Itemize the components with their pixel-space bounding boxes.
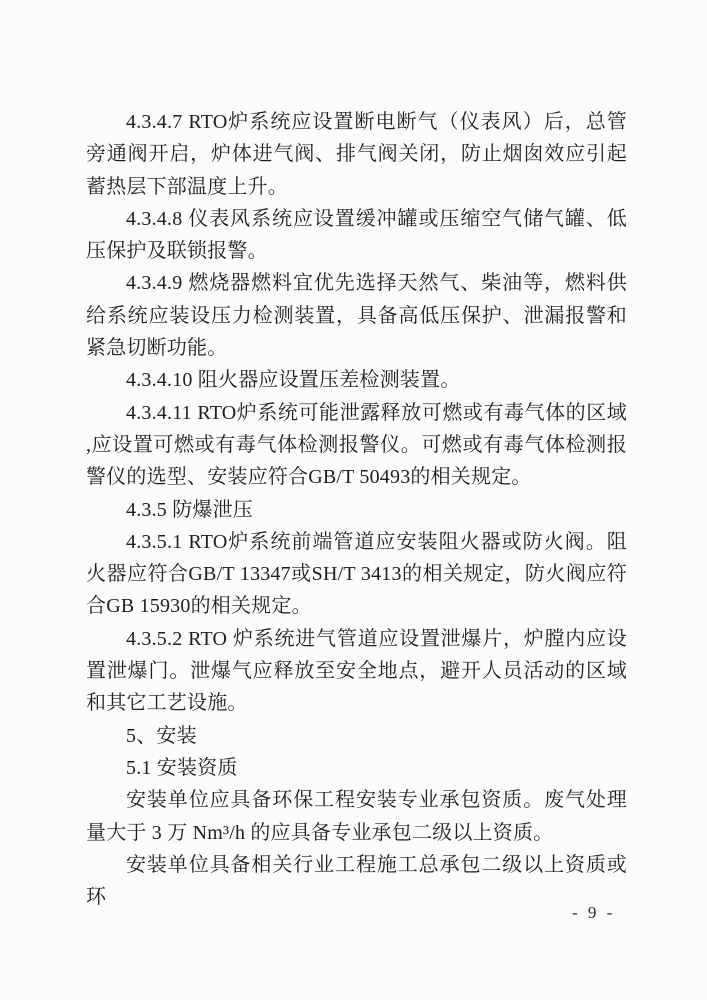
paragraph-install-qualification-cont: 安装单位具备相关行业工程施工总承包二级以上资质或环 <box>86 853 627 909</box>
clause-4-3-4-7: 4.3.4.7 RTO炉系统应设置断电断气（仪表风）后，总管旁通阀开启，炉体进气阀、排气阀关闭，防止烟囱效应引起蓄热层下部温度上升。 <box>86 111 627 198</box>
section-heading-5-1: 5.1 安装资质 <box>126 756 238 779</box>
section-heading-5: 5、安装 <box>126 724 197 747</box>
clause-4-3-4-8: 4.3.4.8 仪表风系统应设置缓冲罐或压缩空气储气罐、低压保护及联锁报警。 <box>86 207 627 263</box>
paragraph-install-qualification: 安装单位应具备环保工程安装专业承包资质。废气处理量大于 3 万 Nm³/h 的应具备专业承包二级以上资质。 <box>86 789 627 844</box>
page-number: - 9 - <box>572 903 616 922</box>
clause-4-3-4-11: 4.3.4.11 RTO炉系统可能泄露释放可燃或有毒气体的区域 ,应设置可燃或有毒气体检测报警仪。可燃或有毒气体检测报警仪的选型、安装应符合GB/T 50493的相关规定。 <box>86 401 627 489</box>
section-heading-4-3-5: 4.3.5 防爆泄压 <box>126 498 253 521</box>
clause-4-3-5-1: 4.3.5.1 RTO炉系统前端管道应安装阻火器或防火阀。阻火器应符合GB/T 13347或SH/T 3413的相关规定，防火阀应符合GB 15930的相关规定。 <box>86 530 627 618</box>
clause-4-3-5-2: 4.3.5.2 RTO 炉系统进气管道应设置泄爆片，炉膛内应设置泄爆门。泄爆气应释放至安全地点，避开人员活动的区域和其它工艺设施。 <box>86 627 627 715</box>
clause-4-3-4-10: 4.3.4.10 阻火器应设置压差检测装置。 <box>126 369 461 392</box>
document-body <box>86 106 627 913</box>
clause-4-3-4-9: 4.3.4.9 燃烧器燃料宜优先选择天然气、柴油等，燃料供给系统应装设压力检测装置，具备高低压保护、泄漏报警和紧急切断功能。 <box>86 272 627 360</box>
